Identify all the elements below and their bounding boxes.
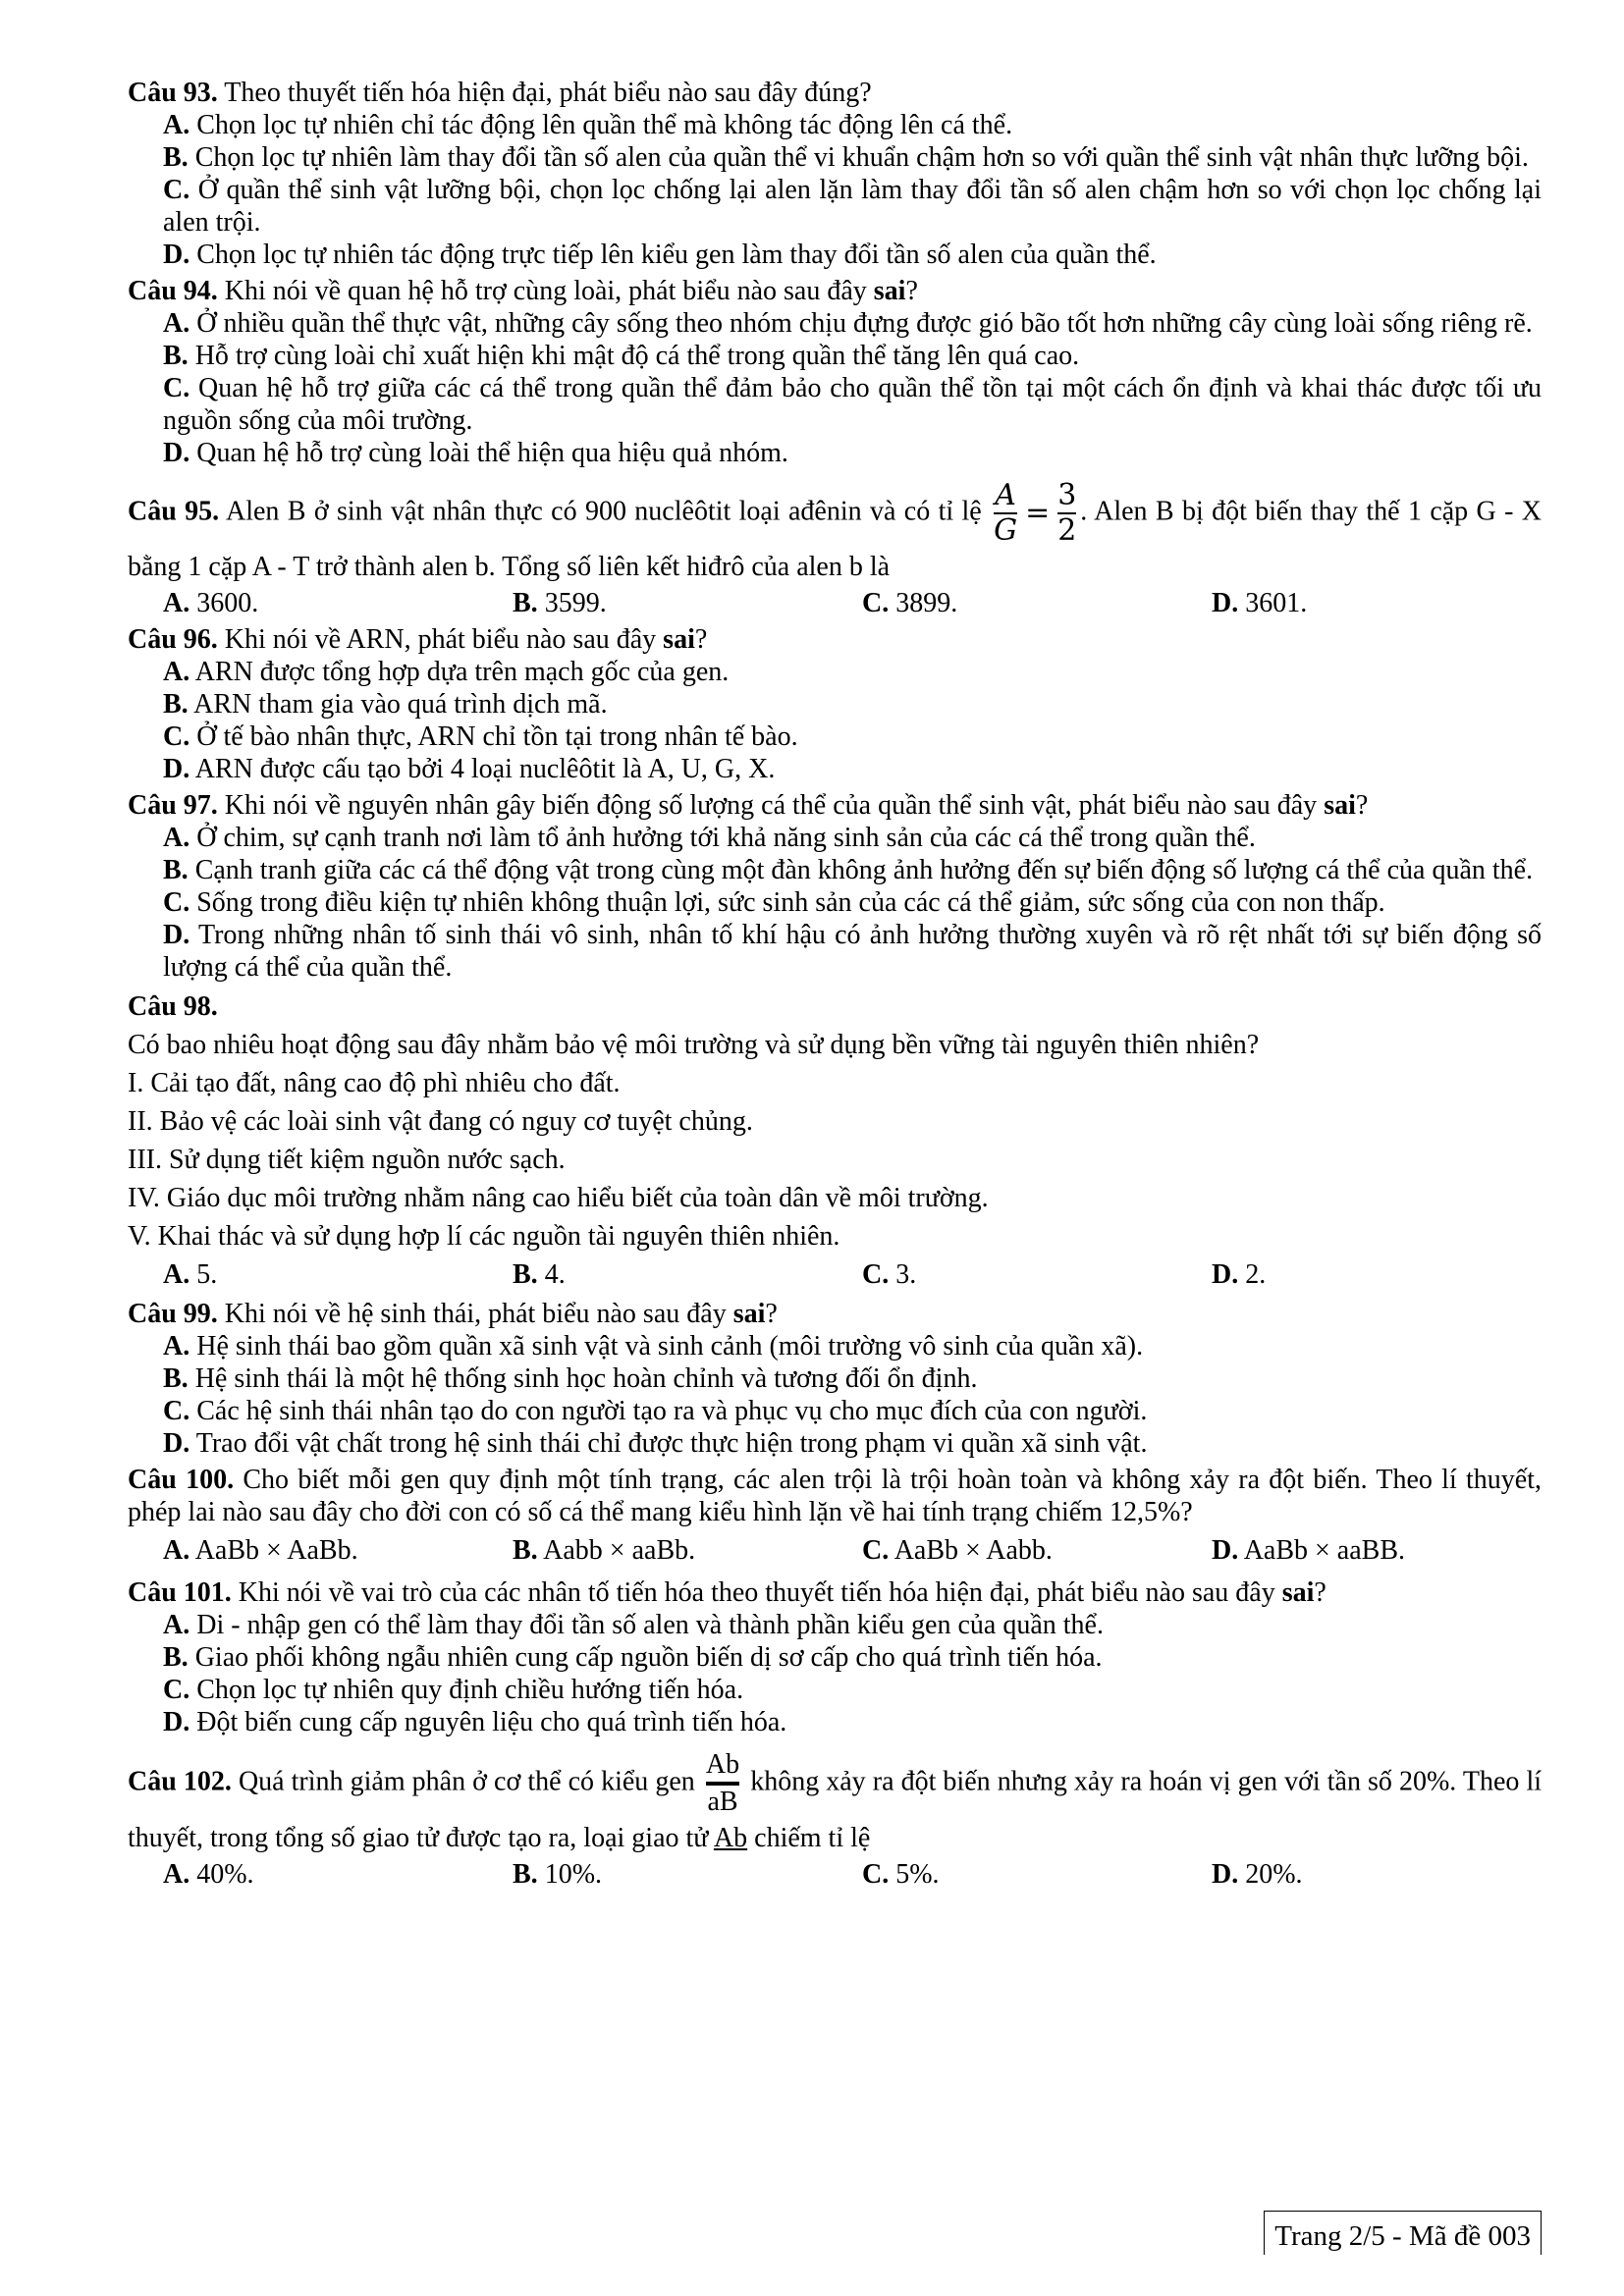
option-b — [513, 1534, 862, 1567]
option-letter: B. — [513, 1859, 538, 1890]
option-c — [862, 587, 1212, 619]
option-letter: C. — [163, 175, 190, 205]
option-text: Chọn lọc tự nhiên tác động trực tiếp lên kiểu gen làm thay đổi tần số alen của quần thể. — [189, 240, 1157, 270]
statement-3: III. Sử dụng tiết kiệm nguồn nước sạch. — [128, 1145, 566, 1175]
option-letter: B. — [163, 689, 189, 720]
option-letter: B. — [513, 1259, 538, 1290]
genotype-bottom: aB — [707, 1787, 738, 1817]
question-text: Alen B ở sinh vật nhân thực có 900 nuclêôtit loại ađênin và có tỉ lệ — [219, 496, 982, 527]
emphasis: sai — [1324, 790, 1356, 821]
question-stem — [128, 479, 1542, 587]
option-text: Chọn lọc tự nhiên chỉ tác động lên quần thể mà không tác động lên cá thể. — [189, 110, 1013, 140]
option-a — [163, 1255, 513, 1294]
question-stem — [128, 623, 1542, 656]
option-text: 3599. — [537, 588, 607, 618]
question-number: Câu 100. — [128, 1465, 235, 1495]
question-number: Câu 93. — [128, 78, 218, 108]
option-letter: C. — [862, 1535, 890, 1566]
option-text: 40%. — [189, 1859, 254, 1890]
option-text: Trao đổi vật chất trong hệ sinh thái chỉ được thực hiện trong phạm vi quần xã sinh vật. — [189, 1428, 1148, 1459]
question-99 — [128, 1298, 1542, 1460]
question-stem — [128, 789, 1542, 822]
option-letter: C. — [163, 373, 190, 403]
option-a — [128, 109, 1542, 141]
statement-4: IV. Giáo dục môi trường nhằm nâng cao hiểu biết của toàn dân về môi trường. — [128, 1183, 989, 1213]
option-text: Cạnh tranh giữa các cá thể động vật trong cùng một đàn không ảnh hưởng đến sự biến động số lượng cá thể của quần thể. — [188, 855, 1534, 885]
option-letter: D. — [163, 240, 190, 270]
option-c — [862, 1858, 1212, 1891]
option-letter: A. — [163, 1535, 190, 1566]
option-b — [128, 854, 1542, 886]
question-98 — [128, 988, 1542, 1294]
option-letter: D. — [1212, 588, 1239, 618]
genotype-fraction — [706, 1748, 739, 1819]
option-letter: A. — [163, 657, 190, 687]
option-text: Hệ sinh thái là một hệ thống sinh học hoàn chỉnh và tương đối ổn định. — [188, 1363, 978, 1394]
option-d — [128, 753, 1542, 785]
option-letter: B. — [163, 855, 189, 885]
option-letter: C. — [862, 1859, 890, 1890]
option-letter: D. — [1212, 1535, 1239, 1566]
question-100 — [128, 1464, 1542, 1567]
option-letter: D. — [163, 438, 190, 468]
option-letter: A. — [163, 1331, 190, 1362]
option-letter: C. — [163, 887, 190, 918]
question-text: Khi nói về hệ sinh thái, phát biểu nào sau đây — [217, 1299, 733, 1329]
option-d — [1212, 587, 1526, 619]
emphasis: sai — [663, 624, 695, 655]
question-text-end: ? — [765, 1299, 778, 1329]
option-c — [128, 721, 1542, 753]
option-d — [128, 437, 1542, 469]
option-text: Quan hệ hỗ trợ cùng loài thể hiện qua hiệu quả nhóm. — [189, 438, 788, 468]
question-number: Câu 102. — [128, 1766, 232, 1797]
question-stem — [128, 1748, 1542, 1858]
question-96 — [128, 623, 1542, 785]
option-a — [163, 587, 513, 619]
question-stem — [128, 1464, 1542, 1528]
fraction-a-over-g — [994, 479, 1017, 548]
option-a — [128, 656, 1542, 688]
options-row — [128, 587, 1542, 619]
option-b — [513, 587, 862, 619]
question-text: Khi nói về vai trò của các nhân tố tiến hóa theo thuyết tiến hóa hiện đại, phát biểu nào sau đây — [231, 1577, 1282, 1608]
option-letter: A. — [163, 308, 190, 339]
option-c — [862, 1255, 1212, 1294]
option-letter: B. — [513, 1535, 538, 1566]
fraction-numerator: A — [995, 478, 1016, 512]
option-letter: D. — [163, 920, 190, 950]
question-text: Quá trình giảm phân ở cơ thể có kiểu gen — [231, 1766, 695, 1797]
option-d — [1212, 1255, 1526, 1294]
question-text-end: ? — [694, 624, 708, 655]
fraction-three-halves — [1057, 479, 1076, 548]
option-text: 5. — [189, 1259, 218, 1290]
emphasis: sai — [732, 1299, 766, 1329]
question-text: Theo thuyết tiến hóa hiện đại, phát biểu nào sau đây đúng? — [217, 78, 872, 108]
option-letter: C. — [862, 1259, 890, 1290]
option-c — [862, 1534, 1212, 1567]
option-letter: D. — [163, 1707, 190, 1737]
option-letter: A. — [163, 1859, 190, 1890]
option-letter: B. — [163, 341, 189, 371]
statement-1: I. Cải tạo đất, nâng cao độ phì nhiêu cho đất. — [128, 1068, 621, 1098]
option-a — [128, 822, 1542, 854]
option-text: Sống trong điều kiện tự nhiên không thuận lợi, sức sinh sản của các cá thể giảm, sức sống của con non thấp. — [189, 887, 1385, 918]
question-text-end: ? — [905, 276, 918, 306]
option-text: Aabb × aaBb. — [537, 1535, 696, 1566]
question-text-end: . Alen B bị đột biến thay thế 1 cặp G - X bằng 1 cặp A - T trở thành alen b. Tổng số liên kết hiđrô của alen b là — [128, 496, 1543, 582]
option-text: Các hệ sinh thái nhân tạo do con người tạo ra và phục vụ cho mục đích của con người. — [189, 1396, 1148, 1426]
question-number: Câu 94. — [128, 276, 218, 306]
option-text: ARN tham gia vào quá trình dịch mã. — [188, 689, 608, 720]
fraction-numerator: 3 — [1057, 478, 1077, 512]
option-d — [128, 919, 1542, 984]
option-text: AaBb × Aabb. — [889, 1535, 1053, 1566]
option-c — [128, 372, 1542, 437]
statement-2: II. Bảo vệ các loài sinh vật đang có nguy cơ tuyệt chủng. — [128, 1106, 753, 1137]
option-text: 3600. — [189, 588, 259, 618]
option-letter: B. — [163, 1363, 189, 1394]
genotype-top: Ab — [705, 1749, 740, 1780]
option-text: Đột biến cung cấp nguyên liệu cho quá trình tiến hóa. — [189, 1707, 787, 1737]
option-letter: A. — [163, 1259, 190, 1290]
equals-sign: = — [1025, 496, 1051, 530]
option-text: 3. — [889, 1259, 917, 1290]
option-letter: C. — [862, 588, 890, 618]
option-letter: D. — [1212, 1259, 1239, 1290]
question-text: Cho biết mỗi gen quy định một tính trạng, các alen trội là trội hoàn toàn và không xảy ra đột biến. Theo lí thuyết, phép lai nào sau đây cho đời con có số cá thể mang kiểu hình lặn về hai tính trạng chiếm 12,5%? — [128, 1465, 1543, 1527]
option-b — [128, 340, 1542, 372]
question-text: Khi nói về nguyên nhân gây biến động số lượng cá thể của quần thể sinh vật, phát biểu nào sau đây — [217, 790, 1325, 821]
option-text: 3899. — [889, 588, 958, 618]
option-b — [128, 141, 1542, 174]
option-text: AaBb × aaBB. — [1238, 1535, 1406, 1566]
option-d — [128, 1706, 1542, 1738]
option-c — [128, 886, 1542, 919]
question-text-end: ? — [1314, 1577, 1326, 1608]
statement-5: V. Khai thác và sử dụng hợp lí các nguồn tài nguyên thiên nhiên. — [128, 1221, 840, 1252]
option-letter: C. — [163, 1675, 190, 1705]
option-letter: A. — [163, 823, 190, 853]
option-text: Chọn lọc tự nhiên làm thay đổi tần số alen của quần thể vi khuẩn chậm hơn so với quần thể sinh vật nhân thực lưỡng bội. — [188, 142, 1529, 173]
fraction-denominator: 2 — [1057, 513, 1077, 548]
options-row — [128, 1858, 1542, 1891]
option-letter: B. — [163, 1642, 189, 1673]
exam-page — [128, 77, 1542, 1891]
option-text: 4. — [537, 1259, 566, 1290]
question-number: Câu 96. — [128, 624, 218, 655]
question-number: Câu 101. — [128, 1577, 232, 1608]
emphasis: sai — [1281, 1577, 1315, 1608]
emphasis: sai — [873, 276, 906, 306]
fraction-denominator: G — [994, 513, 1018, 548]
option-letter: C. — [163, 721, 190, 752]
question-number: Câu 97. — [128, 790, 218, 821]
question-text: Khi nói về ARN, phát biểu nào sau đây — [217, 624, 664, 655]
option-text: ARN được tổng hợp dựa trên mạch gốc của gen. — [189, 657, 730, 687]
option-letter: C. — [163, 1396, 190, 1426]
option-text: Ở quần thể sinh vật lưỡng bội, chọn lọc chống lại alen lặn làm thay đổi tần số alen chậm hơn so với chọn lọc chống lại alen trội. — [163, 175, 1542, 238]
option-letter: A. — [163, 1610, 190, 1640]
option-a — [163, 1858, 513, 1891]
option-c — [128, 1674, 1542, 1706]
option-a — [128, 1330, 1542, 1362]
option-text: Di - nhập gen có thể làm thay đổi tần số alen và thành phần kiểu gen của quần thể. — [189, 1610, 1104, 1640]
options-row — [128, 1255, 1542, 1294]
option-text: 5%. — [889, 1859, 940, 1890]
option-letter: B. — [513, 588, 538, 618]
option-c — [128, 174, 1542, 239]
gamete-label: Ab — [713, 1823, 748, 1853]
question-94 — [128, 275, 1542, 469]
question-text-mid: không xảy ra đột biến nhưng xảy ra hoán vị gen với tần số 20%. Theo lí thuyết, trong tổng số giao tử được tạo ra, loại giao tử — [128, 1766, 1543, 1853]
option-text: Giao phối không ngẫu nhiên cung cấp nguồn biến dị sơ cấp cho quá trình tiến hóa. — [188, 1642, 1103, 1673]
question-stem — [128, 1576, 1542, 1609]
question-stem — [128, 275, 1542, 307]
question-97 — [128, 789, 1542, 984]
option-text: ARN được cấu tạo bởi 4 loại nuclêôtit là A, U, G, X. — [189, 754, 776, 784]
question-95 — [128, 479, 1542, 619]
option-b — [513, 1858, 862, 1891]
option-c — [128, 1395, 1542, 1427]
question-number: Câu 98. — [128, 991, 218, 1022]
options-row — [128, 1534, 1542, 1567]
option-a — [128, 1609, 1542, 1641]
option-text: Quan hệ hỗ trợ giữa các cá thể trong quần thể đảm bảo cho quần thể tồn tại một cách ổn định và khai thác được tối ưu nguồn sống của môi trường. — [163, 373, 1542, 436]
option-d — [1212, 1534, 1526, 1567]
option-text: Ở nhiều quần thể thực vật, những cây sống theo nhóm chịu đựng được gió bão tốt hơn những cây cùng loài sống riêng rẽ. — [189, 308, 1533, 339]
option-text: AaBb × AaBb. — [189, 1535, 358, 1566]
question-102 — [128, 1748, 1542, 1891]
option-text: 10%. — [537, 1859, 603, 1890]
option-letter: A. — [163, 588, 190, 618]
question-number: Câu 99. — [128, 1299, 218, 1329]
option-text: Hỗ trợ cùng loài chỉ xuất hiện khi mật độ cá thể trong quần thể tăng lên quá cao. — [188, 341, 1080, 371]
option-text: Ở tế bào nhân thực, ARN chỉ tồn tại trong nhân tế bào. — [189, 721, 798, 752]
option-b — [128, 1362, 1542, 1395]
option-d — [1212, 1858, 1526, 1891]
option-a — [128, 307, 1542, 340]
question-text-end: ? — [1355, 790, 1369, 821]
option-d — [128, 239, 1542, 271]
option-b — [128, 1641, 1542, 1674]
question-stem — [128, 77, 1542, 109]
option-letter: D. — [163, 1428, 190, 1459]
question-text: Có bao nhiêu hoạt động sau đây nhằm bảo vệ môi trường và sử dụng bền vững tài nguyên thiên nhiên? — [128, 1030, 1260, 1060]
option-text: Chọn lọc tự nhiên quy định chiều hướng tiến hóa. — [189, 1675, 744, 1705]
option-text: Ở chim, sự cạnh tranh nơi làm tổ ảnh hưởng tới khả năng sinh sản của các cá thể trong quần thể. — [189, 823, 1256, 853]
page-footer: Trang 2/5 - Mã đề 003 — [1264, 2211, 1542, 2255]
option-letter: A. — [163, 110, 190, 140]
question-stem — [128, 1298, 1542, 1330]
option-text: 20%. — [1238, 1859, 1303, 1890]
question-101 — [128, 1576, 1542, 1738]
option-letter: D. — [1212, 1859, 1239, 1890]
option-d — [128, 1427, 1542, 1460]
option-text: Trong những nhân tố sinh thái vô sinh, nhân tố khí hậu có ảnh hưởng thường xuyên và rõ rệt nhất tới sự biến động số lượng cá thể của quần thể. — [163, 920, 1542, 983]
question-number: Câu 95. — [128, 496, 220, 527]
question-93 — [128, 77, 1542, 271]
option-a — [163, 1534, 513, 1567]
question-text: Khi nói về quan hệ hỗ trợ cùng loài, phát biểu nào sau đây — [217, 276, 874, 306]
option-b — [128, 688, 1542, 721]
question-text-end: chiếm tỉ lệ — [747, 1823, 871, 1853]
option-text: 3601. — [1238, 588, 1308, 618]
option-text: 2. — [1238, 1259, 1267, 1290]
option-letter: B. — [163, 142, 189, 173]
option-text: Hệ sinh thái bao gồm quần xã sinh vật và sinh cảnh (môi trường vô sinh của quần xã). — [189, 1331, 1144, 1362]
option-letter: D. — [163, 754, 190, 784]
option-b — [513, 1255, 862, 1294]
